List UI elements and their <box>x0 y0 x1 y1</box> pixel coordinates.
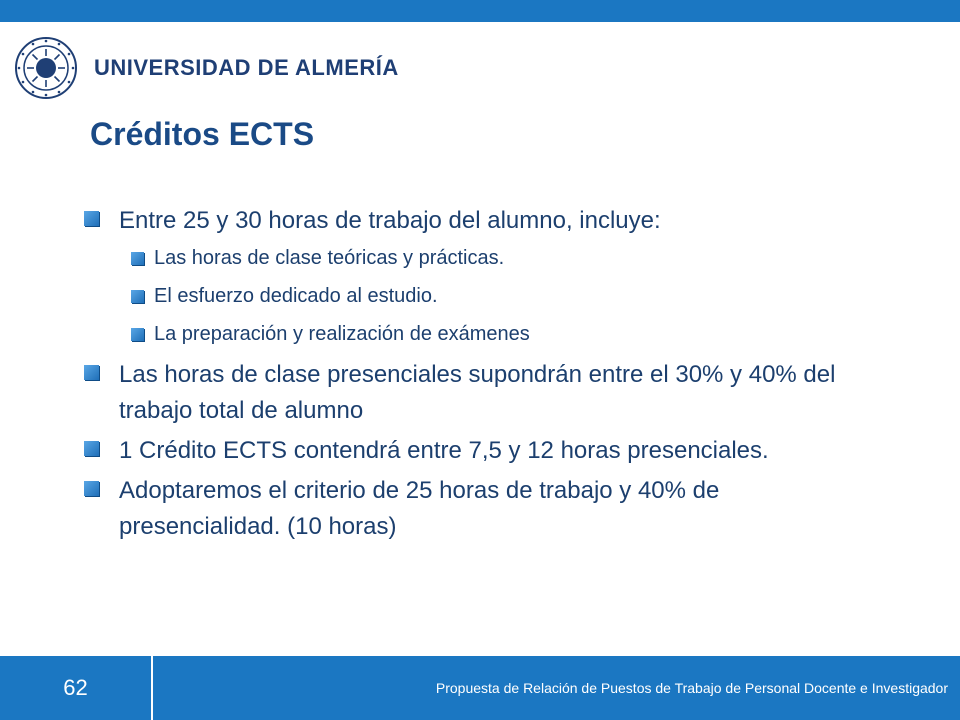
university-logo <box>14 36 399 100</box>
bullet-item <box>84 473 884 545</box>
bullet-item <box>84 357 884 429</box>
square-bullet-icon <box>84 481 99 496</box>
sub-bullet-text: Las horas de clase teóricas y prácticas. <box>154 247 505 269</box>
bullet-item <box>84 433 884 469</box>
sub-bullet-item <box>131 315 884 353</box>
sub-bullet-item <box>131 277 884 315</box>
footer-caption: Propuesta de Relación de Puestos de Trabajo de Personal Docente e Investigador <box>435 680 948 696</box>
square-bullet-icon <box>84 365 99 380</box>
square-bullet-icon <box>131 328 144 341</box>
bullet-text: Adoptaremos el criterio de 25 horas de trabajo y 40% de presencialidad. (10 horas) <box>119 477 720 540</box>
slide-title: Créditos ECTS <box>90 116 315 152</box>
bullet-text: Entre 25 y 30 horas de trabajo del alumno, incluye: <box>119 207 661 234</box>
square-bullet-icon <box>84 211 99 226</box>
university-name: UNIVERSIDAD DE ALMERÍA <box>94 55 399 80</box>
square-bullet-icon <box>131 252 144 265</box>
square-bullet-icon <box>131 290 144 303</box>
page-number: 62 <box>63 675 88 700</box>
footer-bar <box>153 656 960 720</box>
sub-bullet-text: La preparación y realización de exámenes <box>154 323 530 345</box>
bullet-text: Las horas de clase presenciales supondrán entre el 30% y 40% del trabajo total de alumno <box>119 361 836 424</box>
university-seal-icon <box>14 36 78 100</box>
sub-bullet-item <box>131 239 884 277</box>
slide-content <box>84 203 884 545</box>
sub-bullet-text: El esfuerzo dedicado al estudio. <box>154 285 438 307</box>
page-number-box <box>0 656 151 720</box>
bullet-item <box>84 203 884 239</box>
bullet-text: 1 Crédito ECTS contendrá entre 7,5 y 12 horas presenciales. <box>119 437 769 464</box>
top-bar <box>0 0 960 22</box>
square-bullet-icon <box>84 441 99 456</box>
